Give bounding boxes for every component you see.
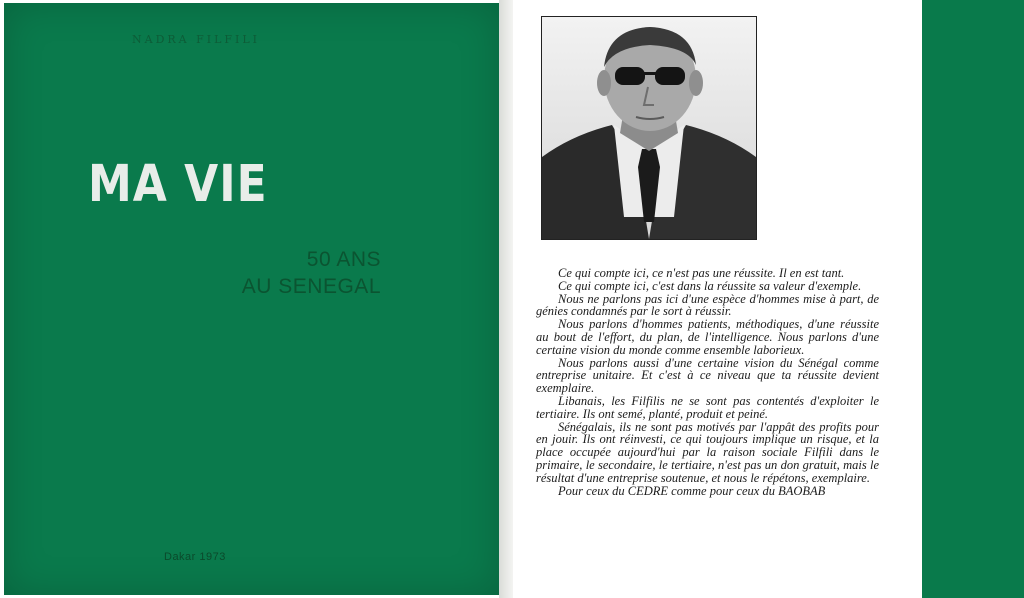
preface-paragraph: Sénégalais, ils ne sont pas motivés par l'appât des profits pour en jouir. Ils ont réinvesti, ce qui toujours implique un risque, et la place occupée aujourd'hui par la raison sociale Filfili dans le primaire, le secondaire, le tertiaire, n'est pas un don gratuit, mais le résultat d'une entreprise soutenue, et nous le répétons, exemplaire.	[536, 419, 879, 485]
preface-text	[536, 267, 879, 497]
subtitle-line-2: AU SENEGAL	[241, 275, 381, 298]
book-subtitle	[242, 246, 381, 300]
preface-paragraph: Nous ne parlons pas ici d'une espèce d'hommes mise à part, de génies condamnés par le sort à réussir.	[536, 291, 879, 319]
portrait-photo	[541, 16, 757, 240]
preface-paragraph: Ce qui compte ici, c'est dans la réussite sa valeur d'exemple.	[558, 278, 862, 293]
book-title: MA VIE	[88, 155, 268, 214]
preface-paragraph: Libanais, les Filfilis ne se sont pas contentés d'exploiter le tertiaire. Ils ont semé, planté, produit et peiné.	[536, 393, 879, 421]
preface-paragraph: Ce qui compte ici, ce n'est pas une réussite. Il en est tant.	[558, 266, 845, 280]
author-name: NADRA FILFILI	[132, 33, 261, 46]
preface-paragraph: Nous parlons aussi d'une certaine vision du Sénégal comme entreprise unitaire. Et c'est à ce niveau que ta réussite devient exemplaire.	[536, 355, 879, 396]
preface-paragraph: Pour ceux du CEDRE comme pour ceux du BAOBAB	[558, 483, 826, 498]
book-gutter	[499, 0, 513, 598]
subtitle-line-1: 50 ANS	[306, 248, 381, 271]
back-cover-edge	[922, 0, 1024, 598]
preface-paragraph: Nous parlons d'hommes patients, méthodiques, d'une réussite au bout de l'effort, du plan, de l'intelligence. Nous parlons d'une certaine vision du monde comme ensemble laborieux.	[536, 317, 879, 357]
place-date: Dakar 1973	[164, 551, 226, 563]
book-cover	[4, 3, 499, 595]
portrait-photo-icon	[542, 17, 756, 239]
